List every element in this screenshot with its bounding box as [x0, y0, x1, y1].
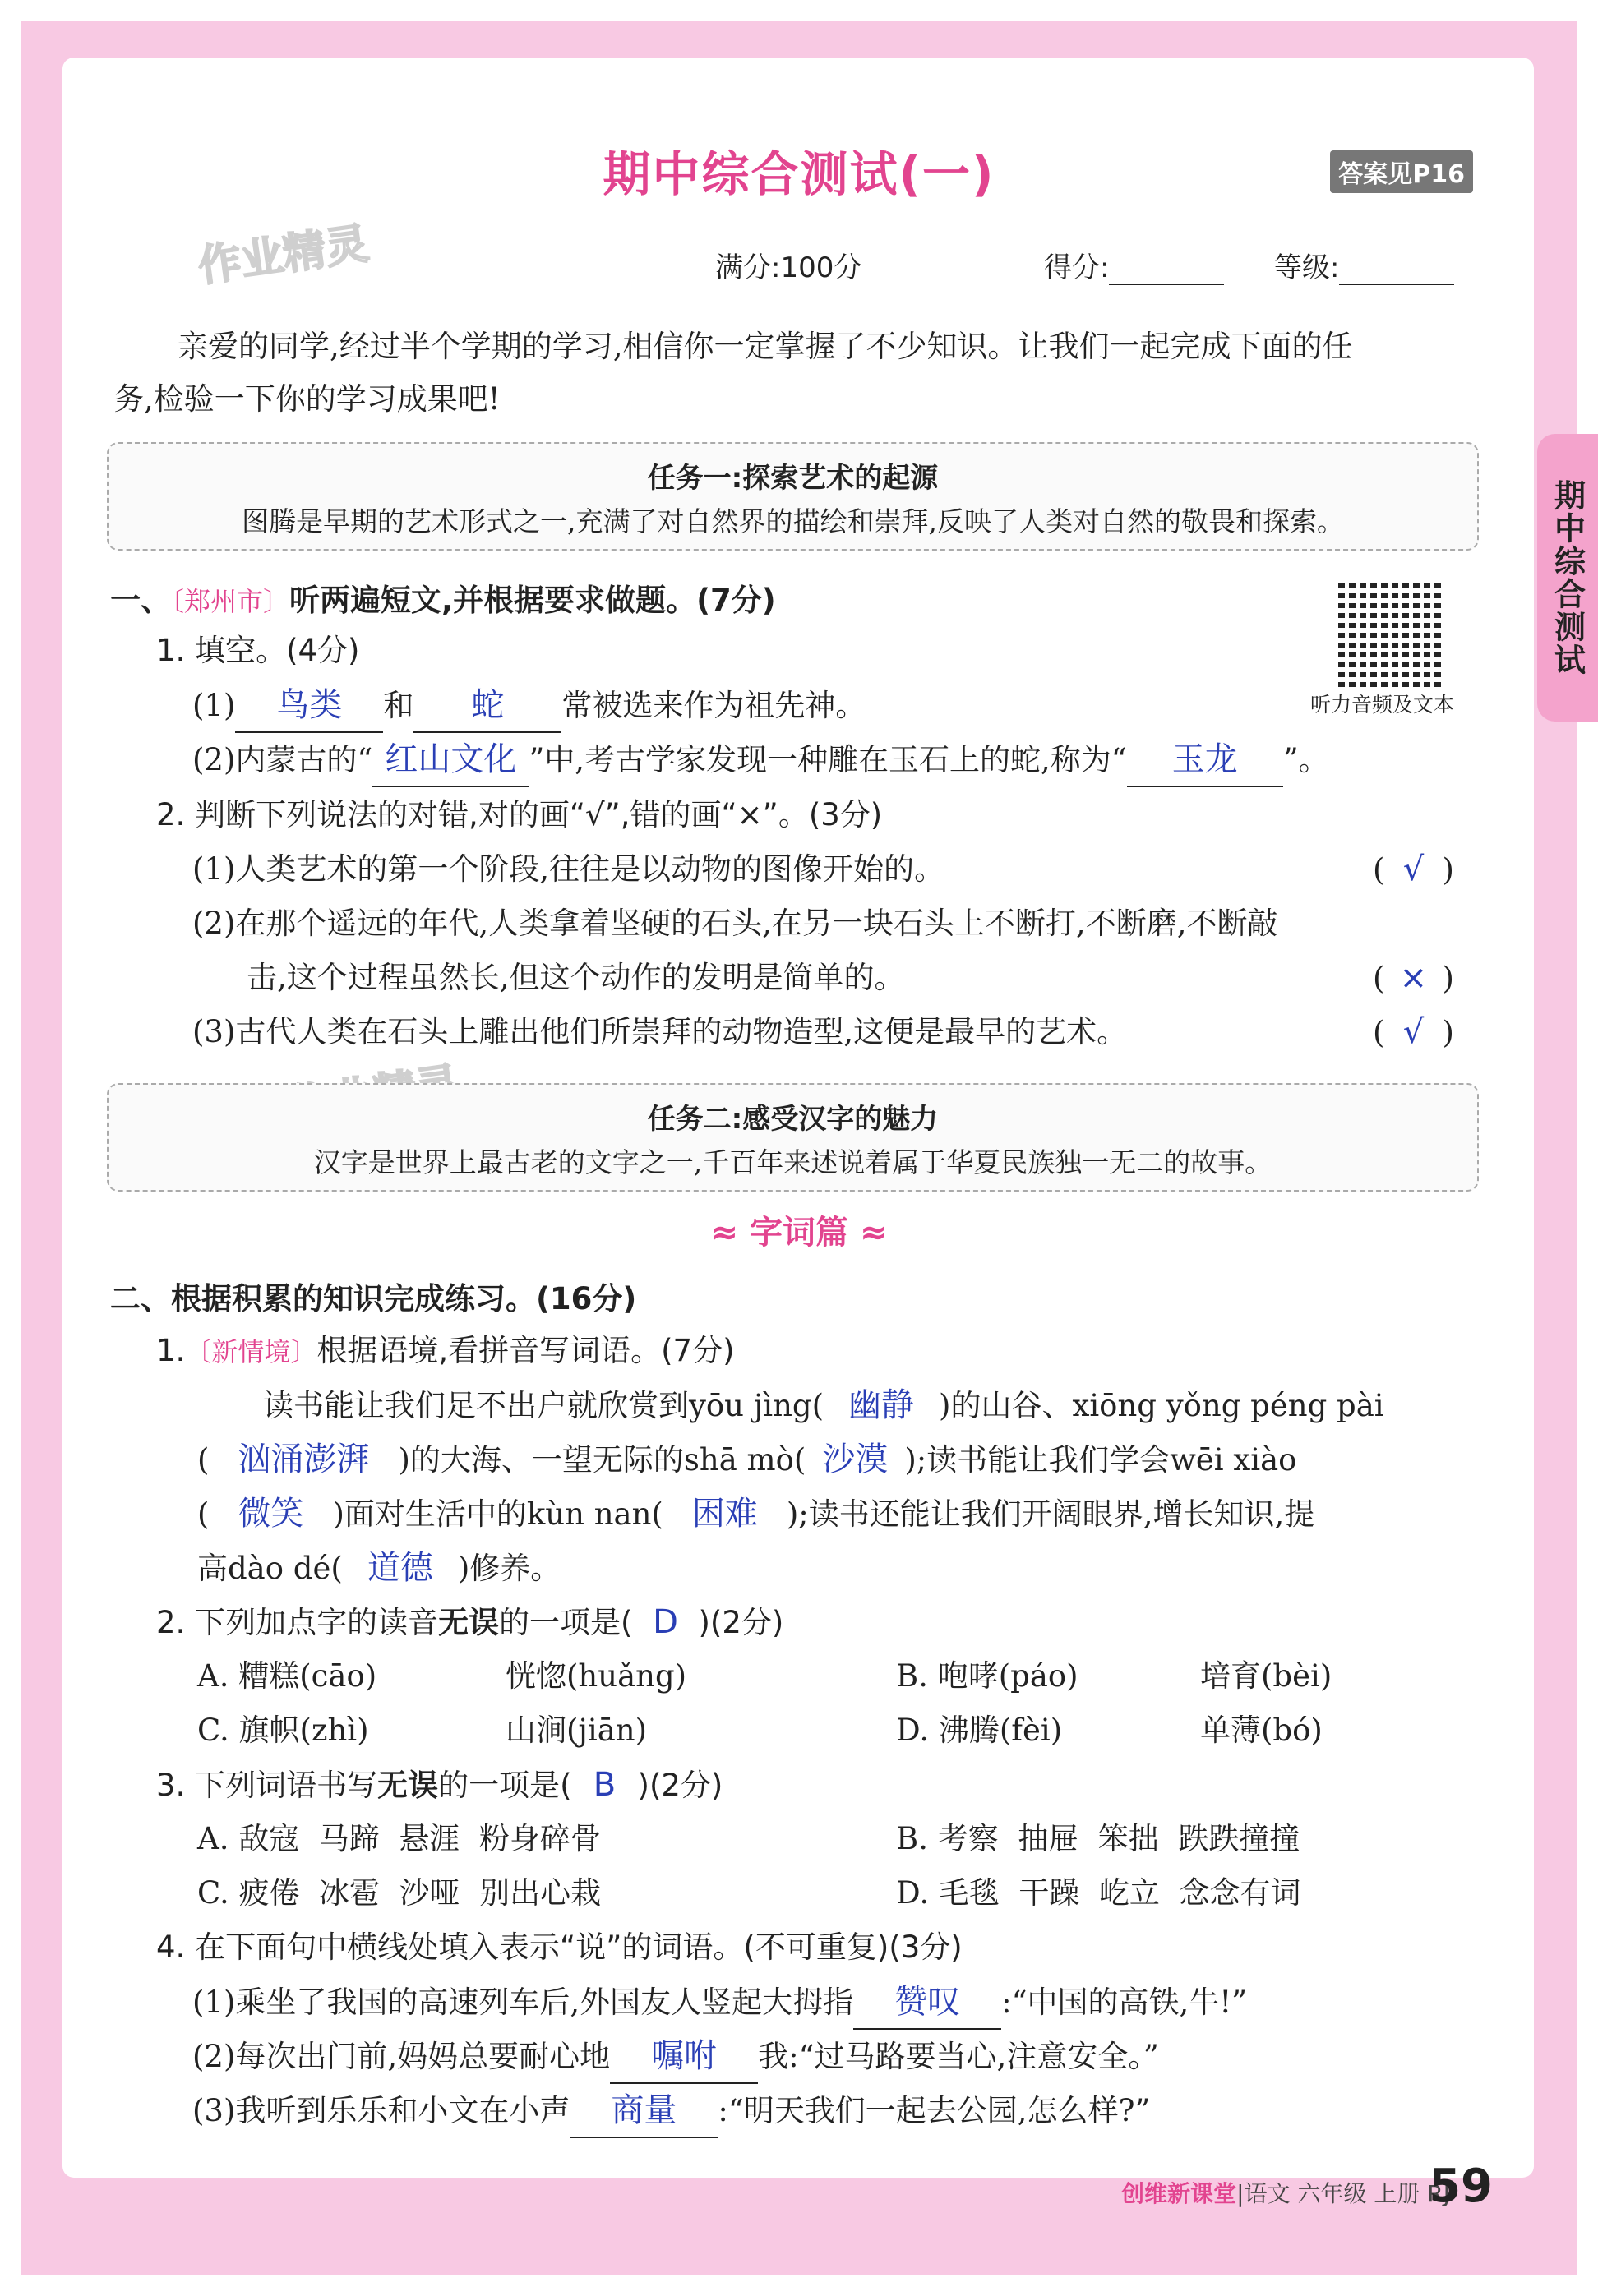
page-number: 59 — [1429, 2160, 1493, 2213]
judge-answer[interactable]: √ — [1402, 851, 1425, 888]
qr-label: 听力音频及文本 — [1310, 693, 1455, 717]
text: :“明天我们一起去公园,怎么样?” — [718, 2093, 1151, 2128]
answer[interactable]: 困难 — [691, 1495, 758, 1533]
task-2-desc: 汉字是世界上最古老的文字之一,千百年来述说着属于华夏民族独一无二的故事。 — [313, 1146, 1272, 1178]
word: B. 考察 — [896, 1821, 999, 1856]
q-num: (1) — [192, 688, 236, 723]
brand: 创维新课堂 — [1121, 2180, 1237, 2207]
text: ”中,考古学家发现一种雕在玉石上的蛇,称为“ — [529, 742, 1127, 777]
text: 根据语境,看拼音写词语。(7分) — [316, 1333, 735, 1368]
region-tag: 〔郑州市〕 — [171, 586, 290, 617]
text: ( — [197, 1442, 210, 1478]
option — [197, 1813, 601, 1865]
word: 笨拙 — [1097, 1821, 1159, 1856]
q2-3-title — [156, 1759, 723, 1812]
q1-1-title: 1. 填空。(4分) — [156, 633, 360, 668]
option: 单薄(bó) — [1200, 1713, 1323, 1748]
text: 的一项是( — [499, 1605, 633, 1640]
answer-blank[interactable]: 嘱咐 — [610, 2030, 758, 2084]
q1-2-title: 2. 判断下列说法的对错,对的画“√”,错的画“×”。(3分) — [156, 797, 883, 832]
word: 马蹄 — [318, 1821, 380, 1856]
say-line-2 — [192, 2030, 1159, 2084]
score-field — [1044, 245, 1224, 285]
score-label: 得分: — [1044, 251, 1110, 284]
option: A. 糟糕(cāo) — [197, 1658, 377, 1694]
section-2-heading: 二、根据积累的知识完成练习。(16分) — [110, 1281, 637, 1316]
section-divider: ≈ 字词篇 ≈ — [710, 1214, 888, 1252]
judge-item-2-cont: 击,这个过程虽然长,但这个动作的发明是简单的。 — [247, 960, 905, 995]
option — [197, 1867, 601, 1920]
answer-reference-badge: 答案见P16 — [1330, 150, 1473, 193]
choice-answer[interactable]: B — [593, 1766, 617, 1804]
text: :“中国的高铁,牛!” — [1001, 1985, 1248, 2020]
text: )修养。 — [457, 1551, 561, 1586]
answer[interactable]: 沙漠 — [822, 1441, 889, 1478]
option: 山涧(jiān) — [506, 1713, 648, 1748]
word: 别出心栽 — [479, 1875, 602, 1911]
word: 屹立 — [1098, 1875, 1160, 1911]
section-1-prefix: 一、 — [110, 583, 171, 618]
q2-1-title — [156, 1325, 735, 1378]
text: 3. 下列词语书写 — [156, 1768, 378, 1803]
grade-field — [1274, 245, 1454, 285]
judge-answer[interactable]: × — [1399, 959, 1428, 997]
footer-text: |语文 六年级 上册 RJ — [1236, 2180, 1450, 2207]
judge-answer[interactable]: √ — [1402, 1013, 1425, 1051]
text: )的山谷、xiōng yǒng péng pài — [939, 1388, 1384, 1423]
word: 粉身碎骨 — [478, 1821, 601, 1856]
say-line-3 — [192, 2084, 1150, 2138]
text: (2)内蒙古的“ — [192, 742, 373, 777]
option: C. 旗帜(zhì) — [197, 1713, 369, 1748]
task-1-title: 任务一:探索艺术的起源 — [647, 462, 939, 495]
answer-blank[interactable]: 蛇 — [413, 679, 561, 733]
answer-blank[interactable]: 玉龙 — [1127, 733, 1283, 787]
judge-item-2: (2)在那个遥远的年代,人类拿着坚硬的石头,在另一块石头上不断打,不断磨,不断敲 — [192, 906, 1278, 941]
side-tab-label: 期中综合测试 — [1549, 479, 1586, 676]
pinyin-para-1 — [263, 1379, 1384, 1432]
footer — [1121, 2176, 1450, 2209]
word: 冰雹 — [319, 1875, 381, 1911]
grade-label: 等级: — [1274, 251, 1340, 284]
option — [896, 1813, 1300, 1865]
context-tag: 〔新情境〕 — [185, 1336, 317, 1367]
q-num: 1. — [156, 1333, 186, 1368]
text: 读书能让我们足不出户就欣赏到yōu jìng( — [263, 1388, 824, 1423]
answer-blank[interactable]: 商量 — [570, 2084, 718, 2138]
answer[interactable]: 道德 — [367, 1549, 433, 1587]
text: 常被选来作为祖先神。 — [561, 688, 866, 723]
task-2-title: 任务二:感受汉字的魅力 — [647, 1103, 939, 1136]
text: );读书还能让我们开阔眼界,增长知识,提 — [786, 1496, 1315, 1532]
text: 高dào dé( — [197, 1551, 343, 1586]
qr-code-icon[interactable] — [1338, 580, 1445, 687]
judge-answer-2: ( × ) — [1373, 952, 1454, 1005]
emphasis: 无误 — [377, 1768, 439, 1803]
emphasis: 无误 — [438, 1605, 500, 1640]
option: 培育(bèi) — [1200, 1658, 1332, 1694]
word: 抽屉 — [1018, 1821, 1079, 1856]
word: 悬涯 — [399, 1821, 460, 1856]
answer[interactable]: 微笑 — [238, 1495, 304, 1533]
task-1-box — [107, 442, 1479, 551]
text: ”。 — [1282, 742, 1329, 777]
word: 沙哑 — [399, 1875, 460, 1911]
page-title: 期中综合测试(一) — [603, 146, 995, 202]
answer[interactable]: 汹涌澎湃 — [238, 1441, 370, 1478]
text: 我:“过马路要当心,注意安全。” — [758, 2039, 1159, 2074]
text: )(2分) — [698, 1605, 784, 1640]
option: D. 沸腾(fèi) — [896, 1713, 1063, 1748]
say-line-1 — [192, 1976, 1247, 2030]
section-divider-label: 字词篇 — [750, 1214, 848, 1252]
word: D. 毛毯 — [896, 1875, 1000, 1911]
section-1-title: 听两遍短文,并根据要求做题。(7分) — [289, 583, 776, 618]
answer-blank[interactable]: 红山文化 — [372, 733, 529, 787]
intro-line-1: 亲爱的同学,经过半个学期的学习,相信你一定掌握了不少知识。让我们一起完成下面的任 — [178, 329, 1353, 364]
task-1-desc: 图腾是早期的艺术形式之一,充满了对自然界的描绘和崇拜,反映了人类对自然的敬畏和探索。 — [242, 505, 1344, 537]
pinyin-para-3 — [197, 1487, 1314, 1541]
word: C. 疲倦 — [197, 1875, 300, 1911]
text: )(2分) — [637, 1768, 723, 1803]
answer-blank[interactable]: 鸟类 — [235, 679, 383, 733]
q2-4-title: 4. 在下面句中横线处填入表示“说”的词语。(不可重复)(3分) — [156, 1929, 963, 1965]
option — [896, 1867, 1300, 1920]
text: 的一项是( — [438, 1768, 572, 1803]
q1-1-line-2 — [192, 733, 1329, 787]
text: (1)乘坐了我国的高速列车后,外国友人竖起大拇指 — [192, 1985, 854, 2020]
word: A. 敌寇 — [197, 1821, 300, 1856]
text: (2)每次出门前,妈妈总要耐心地 — [192, 2039, 611, 2074]
text: 2. 下列加点字的读音 — [156, 1605, 439, 1640]
text: )的大海、一望无际的shā mò( — [398, 1442, 806, 1478]
word: 跌跌撞撞 — [1178, 1821, 1300, 1856]
word: 念念有词 — [1179, 1875, 1301, 1911]
text: 和 — [383, 688, 414, 723]
watermark: 作业精灵 — [195, 219, 372, 293]
word: 干躁 — [1018, 1875, 1080, 1911]
answer-blank[interactable]: 赞叹 — [853, 1976, 1001, 2030]
judge-answer-1: ( √ ) — [1373, 843, 1454, 897]
answer[interactable]: 幽静 — [848, 1386, 915, 1424]
text: );读书能让我们学会wēi xiào — [904, 1442, 1297, 1478]
pinyin-para-2 — [197, 1433, 1296, 1487]
intro-line-2: 务,检验一下你的学习成果吧! — [113, 381, 501, 417]
full-score: 满分:100分 — [715, 251, 862, 284]
judge-item-3: (3)古代人类在石头上雕出他们所崇拜的动物造型,这便是最早的艺术。 — [192, 1014, 1128, 1049]
option: 恍惚(huǎng) — [506, 1658, 687, 1694]
task-2-box — [107, 1083, 1479, 1192]
side-tab — [1537, 434, 1598, 722]
text: ( — [197, 1496, 210, 1532]
judge-item-1: (1)人类艺术的第一个阶段,往往是以动物的图像开始的。 — [192, 851, 945, 887]
section-1-heading — [110, 575, 776, 620]
q2-2-title — [156, 1596, 783, 1649]
text: )面对生活中的kùn nan( — [332, 1496, 663, 1532]
pinyin-para-4 — [197, 1542, 561, 1595]
text: (3)我听到乐乐和小文在小声 — [192, 2093, 570, 2128]
option: B. 咆哮(páo) — [896, 1658, 1078, 1694]
choice-answer[interactable]: D — [653, 1603, 678, 1641]
judge-answer-3: ( √ ) — [1373, 1006, 1454, 1059]
q1-1-line-1 — [192, 679, 866, 733]
